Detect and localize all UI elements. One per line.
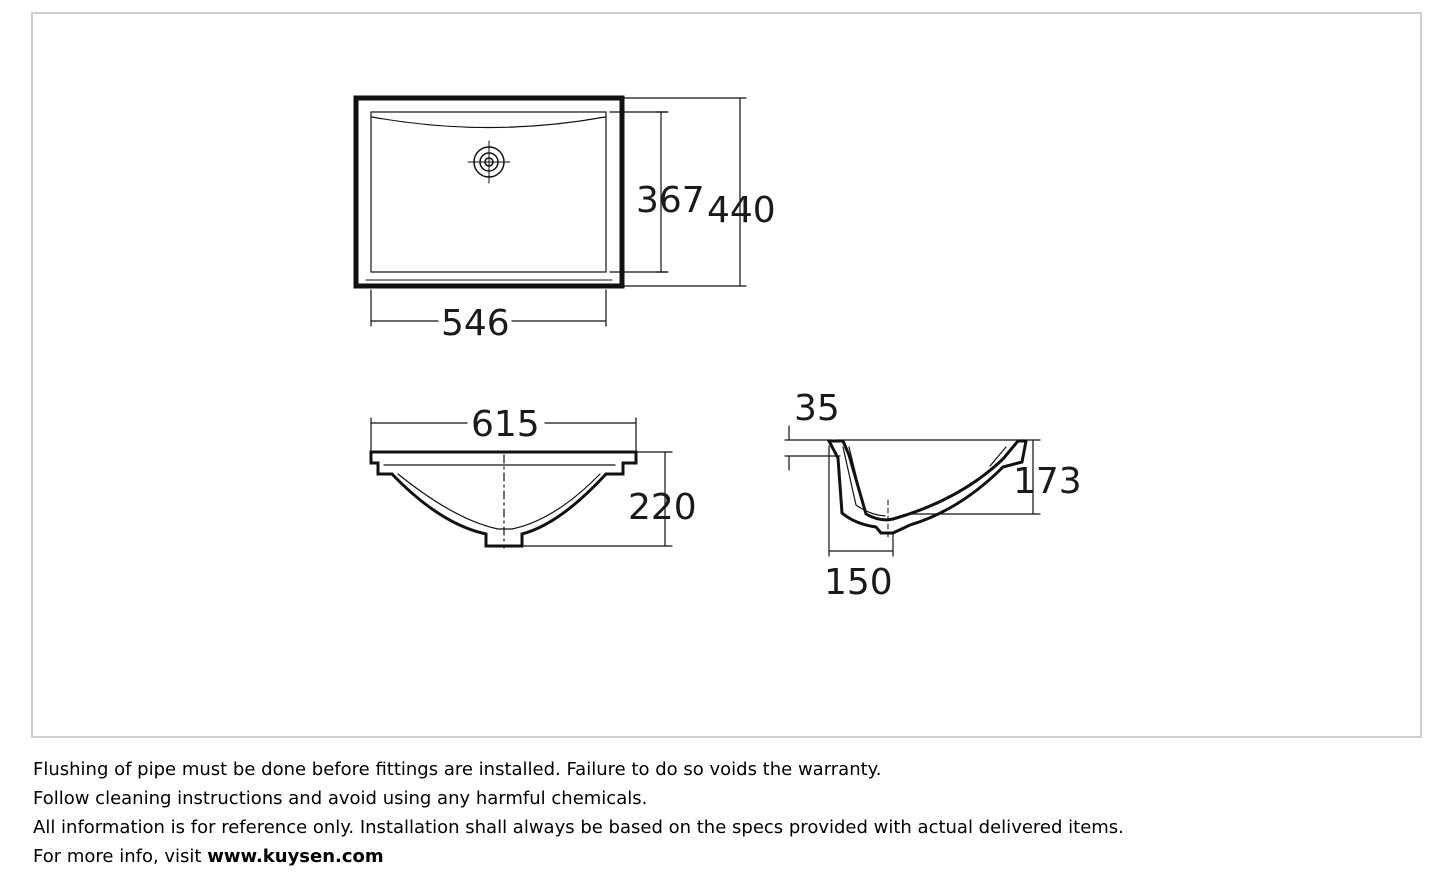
dim-label-546: 546 (441, 303, 510, 344)
dim-label-173: 173 (1013, 461, 1082, 502)
side-view (785, 426, 1040, 556)
note-line-4 (33, 842, 1413, 871)
dim-label-367: 367 (636, 180, 705, 221)
dim-label-440: 440 (707, 190, 776, 231)
note-line-3: All information is for reference only. Installation shall always be based on the specs provided with actual delivered items. (33, 817, 1124, 838)
note-line-2: Follow cleaning instructions and avoid using any harmful chemicals. (33, 788, 648, 809)
note-line-1: Flushing of pipe must be done before fittings are installed. Failure to do so voids the warranty. (33, 759, 882, 780)
notes-block (33, 755, 1413, 871)
top-view-outer-rim (356, 98, 622, 286)
top-view-bowl-curve (372, 117, 605, 128)
dim-label-615: 615 (471, 404, 540, 445)
website-link[interactable]: www.kuysen.com (207, 846, 384, 867)
note-line-4-prefix: For more info, visit (33, 846, 208, 867)
drain-icon (468, 141, 510, 183)
top-view-inner-bowl (371, 112, 606, 272)
dim-label-220: 220 (628, 487, 697, 528)
dim-label-150: 150 (824, 562, 893, 603)
dim-label-35: 35 (794, 388, 840, 429)
